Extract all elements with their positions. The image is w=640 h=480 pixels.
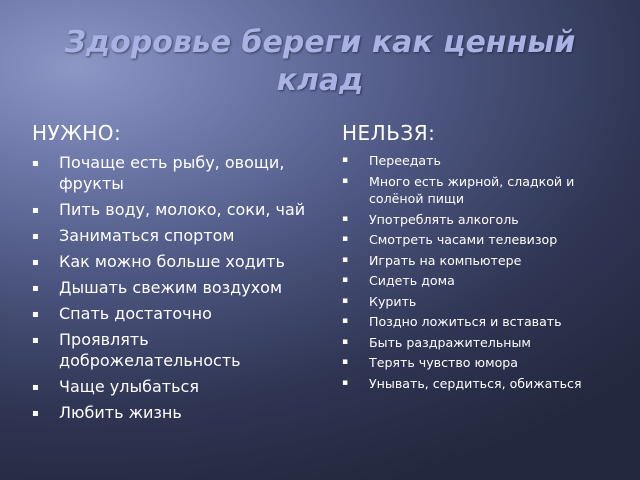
list-item [340,313,630,331]
list-item [340,173,630,208]
list-item [30,152,320,194]
list-item-text: Употреблять алкоголь [369,211,519,227]
list-item-text: Курить [369,293,417,309]
list-item-text: Терять чувство юмора [369,355,518,370]
list-item [30,402,320,423]
must-not-heading: НЕЛЬЗЯ: [342,121,436,145]
list-item [30,251,320,272]
bullet-icon: ▪ [342,213,349,224]
list-item-text: Сидеть дома [369,273,455,288]
bullet-icon: ▪ [32,158,39,169]
slide-title: Здоровье береги как ценный клад [64,25,576,98]
list-item [30,225,320,246]
list-item [340,231,630,249]
list-item-text: Пить воду, молоко, соки, чай [59,200,306,219]
list-item-text: Почаще есть рыбу, овощи, фрукты [59,153,285,193]
bullet-icon: ▪ [342,254,349,265]
list-item [340,354,630,372]
list-item-text: Быть раздражительным [369,334,531,350]
list-item-text: Играть на компьютере [369,252,522,268]
list-item [30,329,320,371]
bullet-icon: ▪ [32,231,39,242]
list-item-text: Как можно больше ходить [59,252,285,271]
list-item-text: Переедать [369,153,441,168]
bullet-icon: ▪ [342,275,349,285]
list-item-text: Поздно ложиться и вставать [369,314,562,329]
list-item-text: Спать достаточно [59,304,212,323]
list-item-text: Дышать свежим воздухом [59,278,283,297]
must-do-list [30,152,320,423]
list-item [340,293,630,311]
list-item [340,252,630,270]
list-item [340,272,630,290]
bullet-icon: ▪ [32,283,39,294]
list-item [30,303,320,324]
list-item [340,375,630,393]
list-item-text: Много есть жирной, сладкой и солёной пищи [369,173,575,206]
list-item-text: Унывать, сердиться, обижаться [369,375,582,391]
list-item-text: Заниматься спортом [59,226,235,245]
must-do-heading: НУЖНО: [32,121,122,145]
must-do-column [30,120,320,428]
list-item [340,211,630,229]
bullet-icon: ▪ [342,357,349,367]
must-not-column [340,120,630,395]
bullet-icon: ▪ [342,295,349,306]
bullet-icon: ▪ [32,382,39,393]
list-item-text: Смотреть часами телевизор [369,232,558,247]
list-item [30,376,320,397]
list-item [30,277,320,298]
list-item [340,152,630,170]
bullet-icon: ▪ [342,377,349,388]
must-not-list [340,152,630,392]
list-item-text: Чаще улыбаться [59,377,199,396]
list-item [30,199,320,220]
bullet-icon: ▪ [32,408,39,419]
bullet-icon: ▪ [342,234,349,244]
bullet-icon: ▪ [342,155,349,165]
list-item [340,334,630,352]
bullet-icon: ▪ [32,257,39,268]
bullet-icon: ▪ [342,336,349,347]
list-item-text: Проявлять доброжелательность [59,330,241,370]
bullet-icon: ▪ [342,316,349,326]
bullet-icon: ▪ [342,175,349,186]
bullet-icon: ▪ [32,205,39,216]
list-item-text: Любить жизнь [59,403,182,422]
bullet-icon: ▪ [32,335,39,346]
bullet-icon: ▪ [32,309,39,320]
